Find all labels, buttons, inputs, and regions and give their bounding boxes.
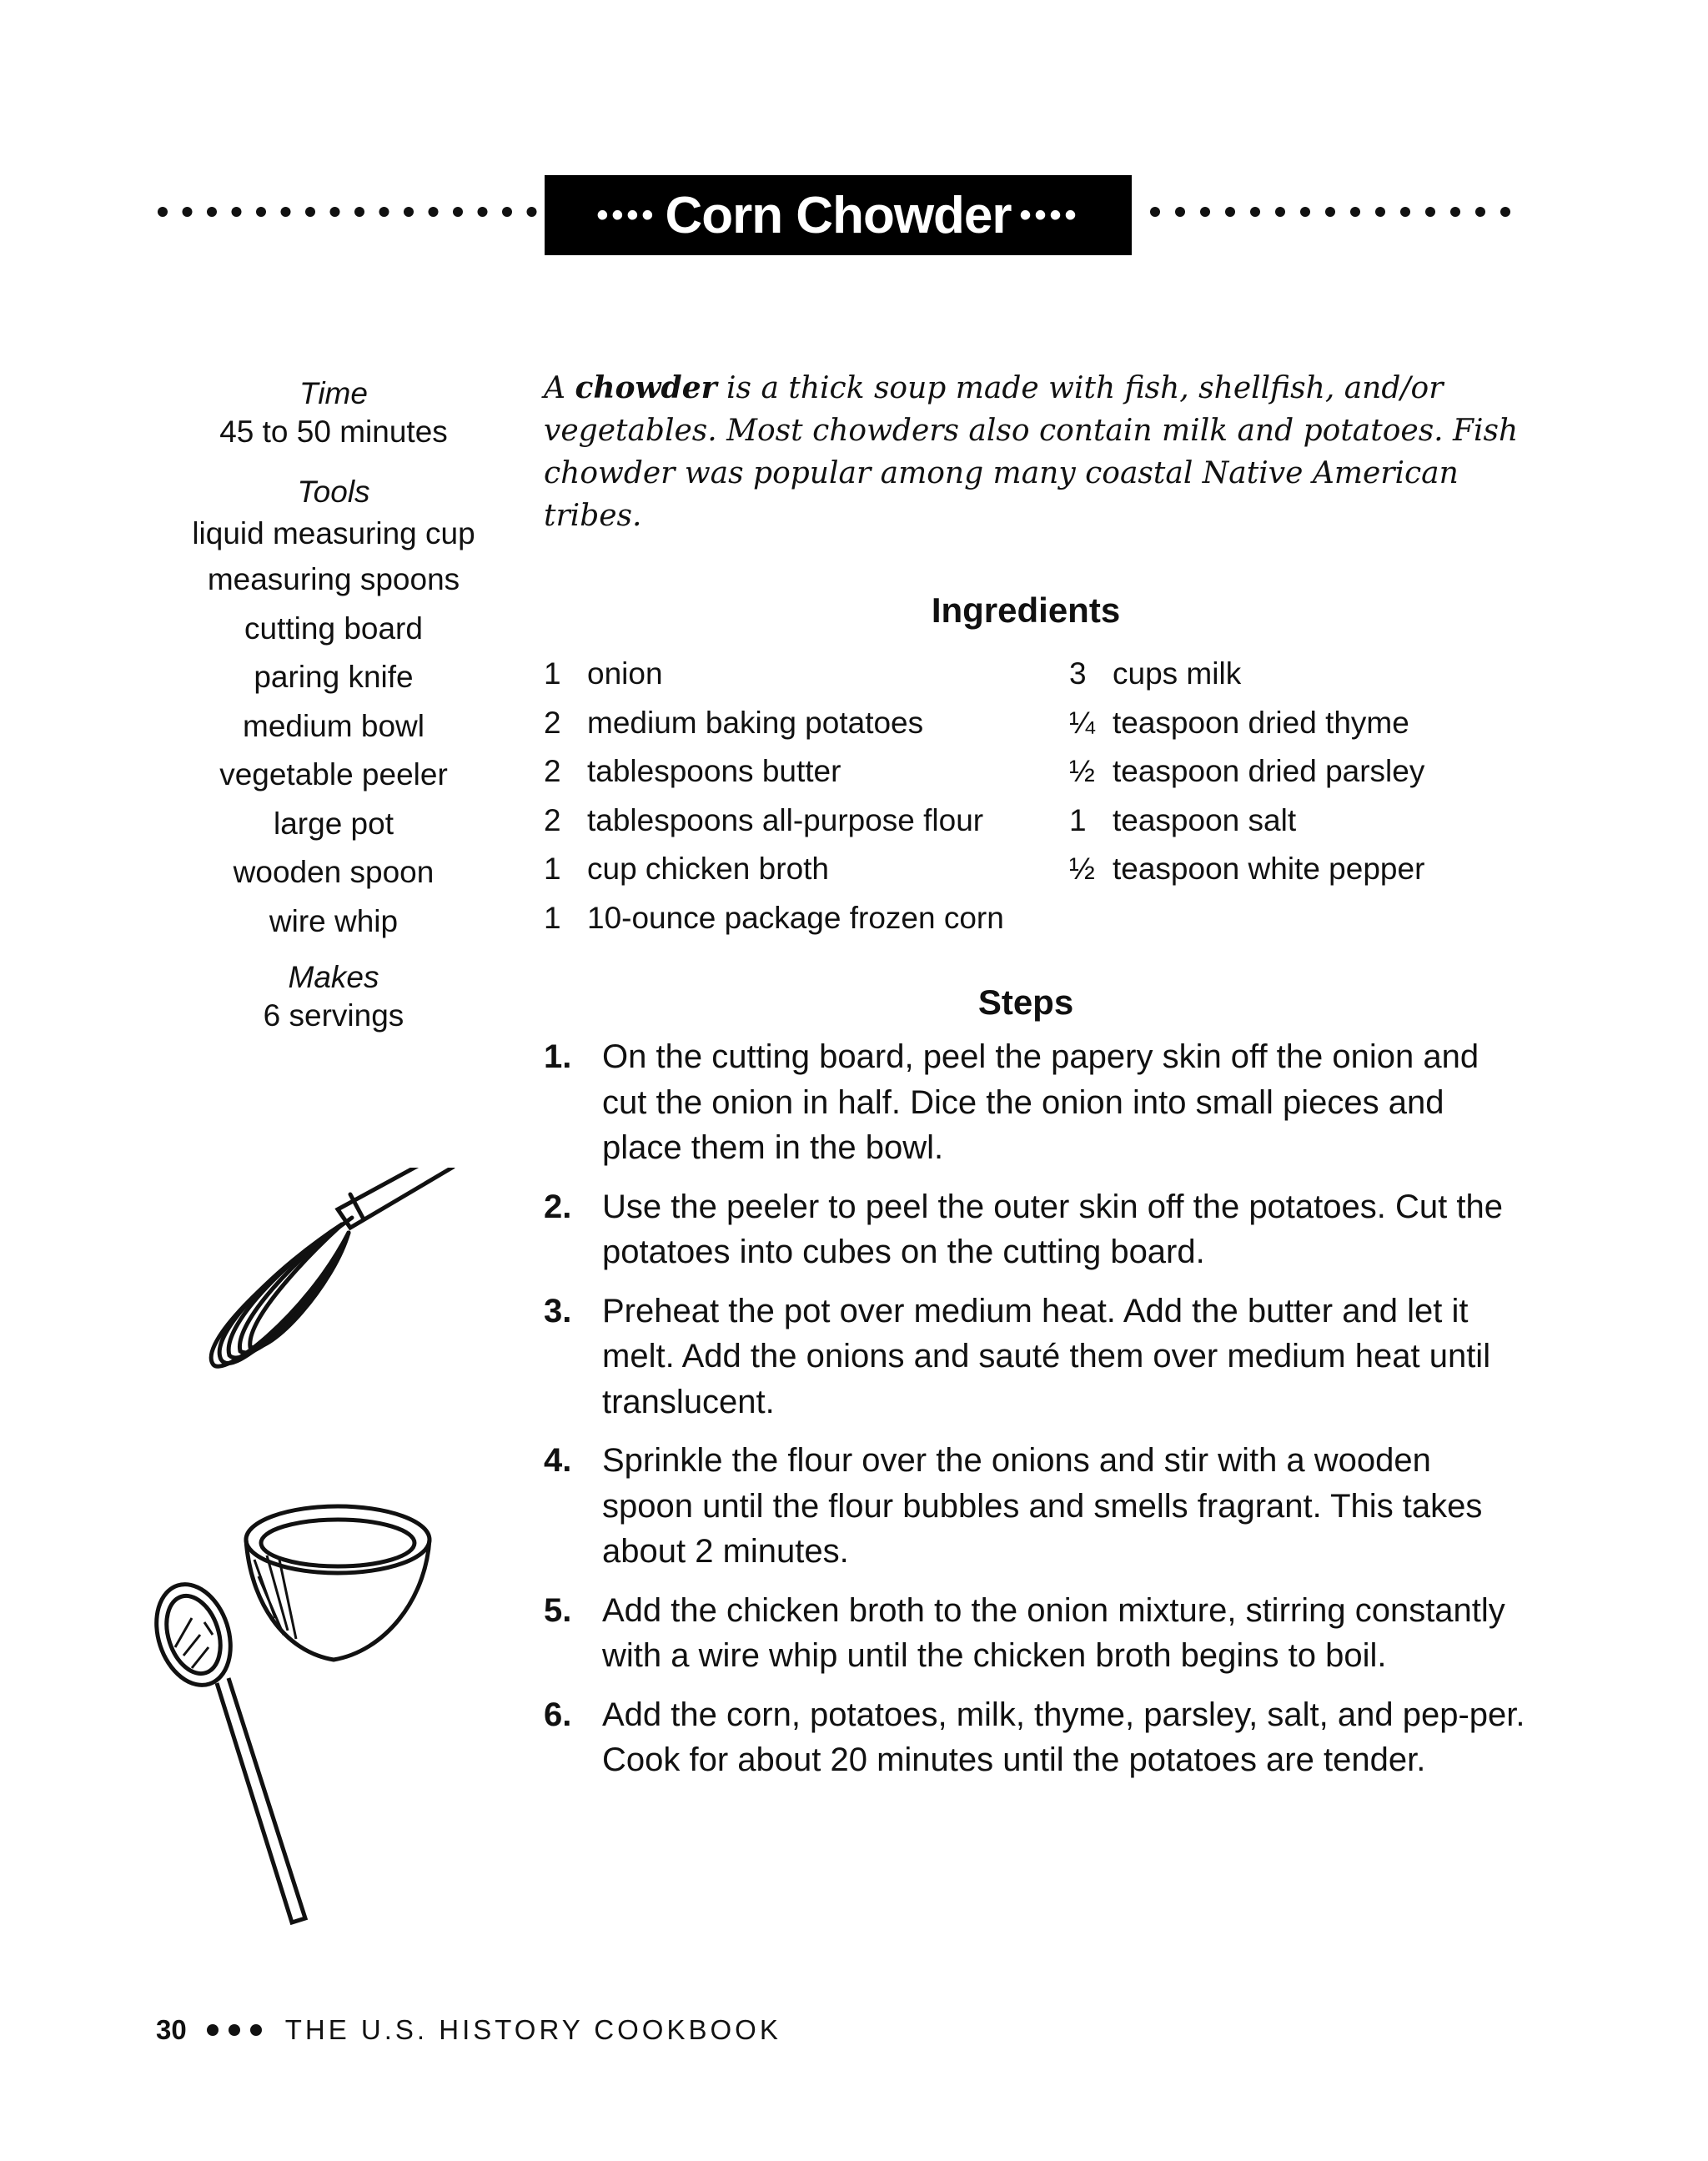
ingredient-item: 2 medium baking potatoes xyxy=(544,705,924,740)
title-bar xyxy=(150,171,1522,254)
tool-item: wooden spoon xyxy=(233,855,435,889)
title-dot xyxy=(1375,207,1385,217)
step-number: 2. xyxy=(544,1188,572,1225)
tool-item: wire whip xyxy=(269,903,399,938)
ingredient-item: 1 cup chicken broth xyxy=(544,852,830,886)
intro-rest: is a thick soup made with fish, shellfish, and/or vegetables. Most chowders also contain milk and potatoes. Fish chowder was popular among many coastal Native American tribes. xyxy=(544,371,1519,533)
tool-item: paring knife xyxy=(254,660,414,694)
ingredient-item: 2 tablespoons butter xyxy=(544,754,841,788)
step-text: Use the peeler to peel the outer skin off the potatoes. Cut the potatoes into cubes on the cutting board. xyxy=(602,1188,1503,1270)
book-title: THE U.S. HISTORY COOKBOOK xyxy=(284,2014,781,2045)
step-text: Add the chicken broth to the onion mixture, stirring constantly with a wire whip until the chicken broth begins to boil. xyxy=(602,1591,1505,1674)
title-dot xyxy=(305,207,315,217)
tools-list xyxy=(150,512,517,946)
step-text: Add the corn, potatoes, milk, thyme, parsley, salt, and pep-per. Cook for about 20 minutes until the potatoes are tender. xyxy=(602,1696,1525,1778)
step-item xyxy=(544,1438,1528,1575)
footer-dots xyxy=(207,2024,262,2036)
title-dot xyxy=(379,207,389,217)
title-dot xyxy=(1400,207,1410,217)
title-dot xyxy=(453,207,463,217)
step-number: 4. xyxy=(544,1442,572,1479)
step-text: Sprinkle the flour over the onions and stir with a wooden spoon until the flour bubbles and smells fragrant. This takes about 2 minutes. xyxy=(602,1442,1483,1570)
step-item xyxy=(544,1184,1528,1275)
ingredient-item: 1 teaspoon salt xyxy=(1069,802,1297,837)
tool-item: medium bowl xyxy=(243,708,424,743)
tool-item: measuring spoons xyxy=(207,562,460,596)
kitchen-tools-illustration xyxy=(142,1168,525,1935)
title-dot xyxy=(1450,207,1460,217)
tools-label: Tools xyxy=(297,475,370,509)
page-footer xyxy=(156,2014,781,2046)
title-dot xyxy=(354,207,364,217)
title-dot xyxy=(1275,207,1285,217)
step-number: 6. xyxy=(544,1696,572,1733)
title-inner-dots-left: •••• xyxy=(596,196,657,234)
ingredient-item: 3 cups milk xyxy=(1069,656,1242,691)
intro-lead: A xyxy=(544,371,575,405)
step-number: 5. xyxy=(544,1591,572,1629)
ingredient-item: ½ teaspoon white pepper xyxy=(1069,852,1425,886)
title-dot xyxy=(207,207,217,217)
title-dot xyxy=(1325,207,1335,217)
makes-value: 6 servings xyxy=(263,998,404,1033)
whisk-icon xyxy=(211,1168,452,1366)
step-item xyxy=(544,1034,1528,1171)
title-dot xyxy=(1475,207,1485,217)
tool-item: vegetable peeler xyxy=(219,757,448,792)
title-dot xyxy=(256,207,266,217)
makes-label: Makes xyxy=(288,960,379,994)
tool-item: liquid measuring cup xyxy=(192,516,475,550)
tool-item: cutting board xyxy=(244,611,423,646)
title-inner-dots-right: •••• xyxy=(1019,196,1080,234)
title-dot xyxy=(232,207,242,217)
ingredient-item: ¼ teaspoon dried thyme xyxy=(1069,705,1409,740)
sidebar xyxy=(150,374,517,1034)
page-title: Corn Chowder xyxy=(665,186,1012,244)
steps-heading: Steps xyxy=(977,983,1074,1022)
tool-item: large pot xyxy=(274,806,394,841)
step-item xyxy=(544,1289,1528,1425)
title-dot xyxy=(1150,207,1160,217)
title-dot xyxy=(1225,207,1235,217)
time-value: 45 to 50 minutes xyxy=(219,415,448,449)
title-dot xyxy=(183,207,193,217)
step-number: 3. xyxy=(544,1292,572,1329)
title-banner xyxy=(545,175,1132,255)
ingredient-item: 2 tablespoons all-purpose flour xyxy=(544,802,984,837)
title-dot xyxy=(1350,207,1360,217)
title-dot xyxy=(1175,207,1185,217)
title-dot xyxy=(330,207,340,217)
ingredient-item: 1 10-ounce package frozen corn xyxy=(544,900,1004,935)
step-item xyxy=(544,1588,1528,1679)
page-number: 30 xyxy=(156,2014,187,2045)
ingredient-item: 1 onion xyxy=(544,656,663,691)
title-dot xyxy=(1500,207,1510,217)
title-dot xyxy=(1300,207,1310,217)
step-text: Preheat the pot over medium heat. Add the butter and let it melt. Add the onions and sauté them over medium heat until translucent. xyxy=(602,1292,1491,1420)
ingredients-right-column xyxy=(1069,650,1424,894)
steps-list xyxy=(544,1034,1528,1797)
title-dot xyxy=(1425,207,1435,217)
ingredient-item: ½ teaspoon dried parsley xyxy=(1069,754,1425,788)
title-dot xyxy=(1200,207,1210,217)
title-dot xyxy=(478,207,488,217)
ingredients-heading: Ingredients xyxy=(931,591,1121,630)
step-item xyxy=(544,1692,1528,1783)
title-dots-left xyxy=(157,206,540,218)
title-dots-right xyxy=(1149,206,1516,218)
step-text: On the cutting board, peel the papery skin off the onion and cut the onion in half. Dice the onion into small pieces and place them in the bowl. xyxy=(602,1038,1479,1166)
title-dot xyxy=(158,207,168,217)
title-dot xyxy=(429,207,439,217)
ingredients-left-column xyxy=(544,650,1004,942)
title-dot xyxy=(1250,207,1260,217)
title-dot xyxy=(281,207,291,217)
title-dot xyxy=(502,207,512,217)
time-label: Time xyxy=(299,376,368,410)
step-number: 1. xyxy=(544,1038,572,1075)
title-dot xyxy=(527,207,537,217)
bowl-icon xyxy=(246,1506,430,1660)
intro-paragraph xyxy=(544,367,1528,537)
intro-term: chowder xyxy=(575,370,717,405)
title-dot xyxy=(404,207,414,217)
